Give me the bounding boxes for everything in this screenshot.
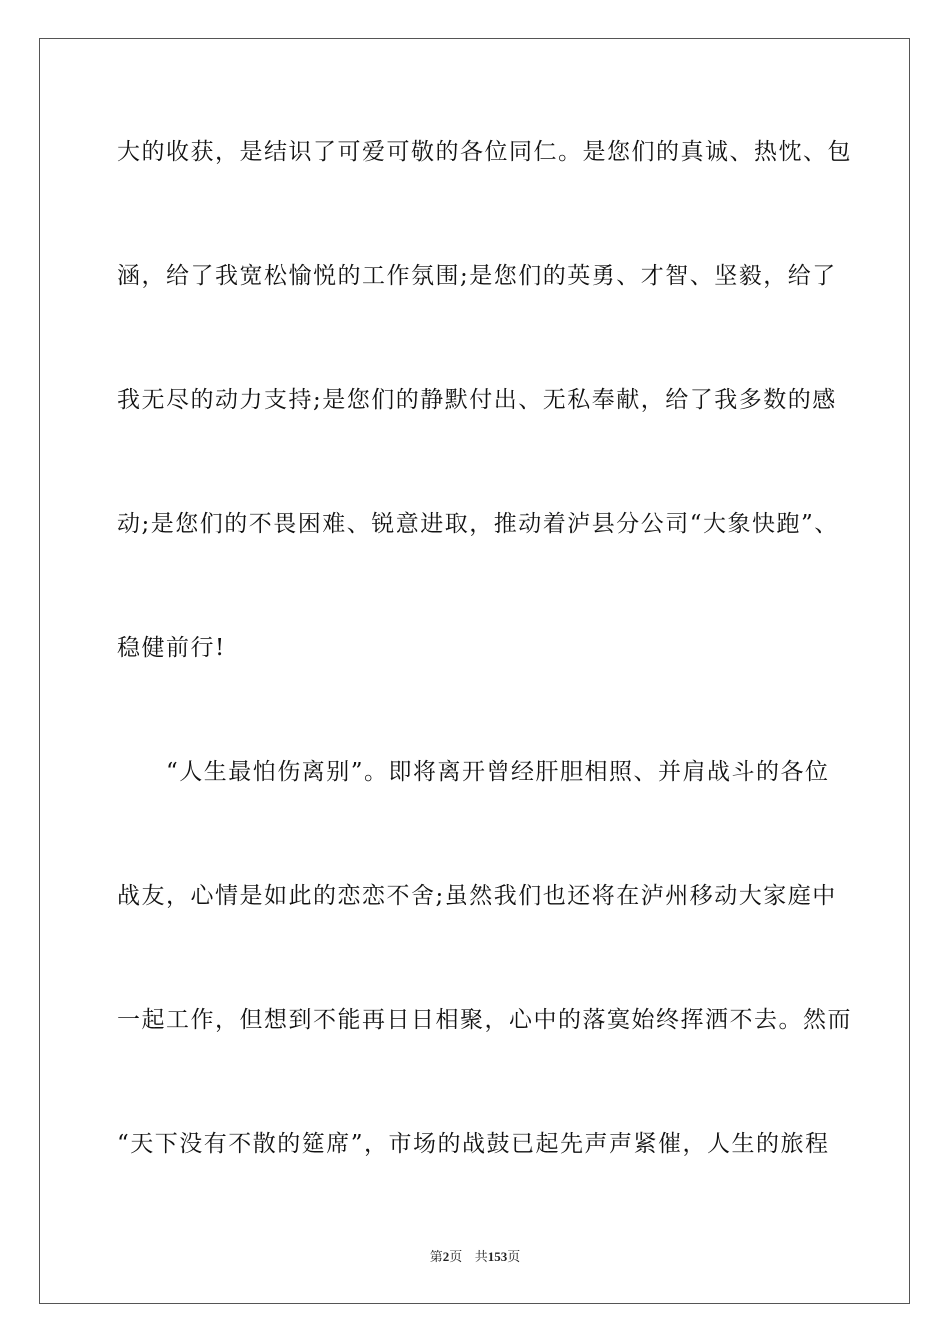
body-line-7: 战友，心情是如此的恋恋不舍;虽然我们也还将在泸州移动大家庭中 (117, 883, 837, 909)
body-line-5: 稳健前行! (117, 635, 226, 661)
body-line-3: 我无尽的动力支持;是您们的静默付出、无私奉献，给了我多数的感 (117, 387, 837, 413)
body-line-9: “天下没有不散的筵席”，市场的战鼓已起先声声紧催，人生的旅程 (117, 1131, 830, 1157)
footer-total-suffix: 页 (507, 1250, 521, 1265)
body-line-6: “人生最怕伤离别”。即将离开曾经肝胆相照、并肩战斗的各位 (117, 759, 830, 785)
footer-page-prefix: 第 (429, 1250, 443, 1265)
body-line-8: 一起工作，但想到不能再日日相聚，心中的落寞始终挥洒不去。然而 (117, 1007, 852, 1033)
footer-total-prefix: 共 (474, 1250, 488, 1265)
page-footer (0, 1249, 950, 1266)
body-line-1: 大的收获，是结识了可爱可敬的各位同仁。是您们的真诚、热忱、包 (117, 139, 852, 165)
body-line-4: 动;是您们的不畏困难、锐意进取，推动着泸县分公司“大象快跑”、 (117, 511, 839, 537)
footer-page-number: 2 (442, 1249, 450, 1264)
page-frame (39, 38, 910, 1304)
footer-total-pages: 153 (487, 1249, 508, 1264)
body-line-2: 涵，给了我宽松愉悦的工作氛围;是您们的英勇、才智、坚毅，给了 (117, 263, 837, 289)
footer-page-suffix: 页 (449, 1250, 463, 1265)
